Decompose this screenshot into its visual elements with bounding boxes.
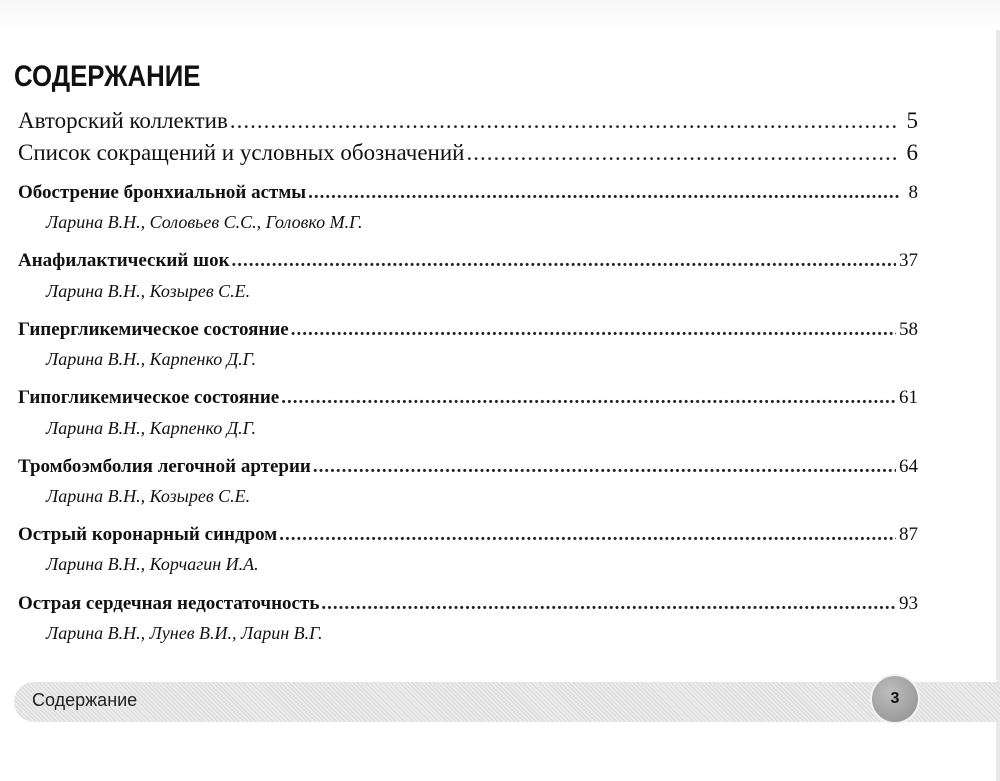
page-right-edge: [996, 30, 1000, 781]
toc-entry-authors: Ларина В.Н., Козырев С.Е.: [46, 486, 251, 506]
toc-entry-pulmonary-embolism[interactable]: [18, 456, 918, 478]
toc-entry-authors: Ларина В.Н., Лунев В.И., Ларин В.Г.: [46, 623, 323, 643]
page-number-badge: 3: [872, 676, 918, 722]
toc-entry-anaphylactic-shock[interactable]: [18, 250, 918, 272]
toc-entry-authors: Ларина В.Н., Соловьев С.С., Головко М.Г.: [46, 212, 363, 232]
toc-entry-title: Обострение бронхиальной астмы: [18, 182, 307, 203]
toc-entry-page: 93: [899, 593, 918, 614]
toc-entry-title: Гипогликемическое состояние: [18, 387, 280, 408]
toc-entry-authors: Ларина В.Н., Козырев С.Е.: [46, 281, 251, 301]
toc-entry-page: 8: [908, 182, 918, 203]
footer-section-label: Содержание: [32, 690, 138, 710]
toc-leader-dots: [466, 140, 899, 166]
toc-leader-dots: [230, 108, 899, 134]
toc-entry-hyperglycemia[interactable]: [18, 319, 918, 341]
page-title: СОДЕРЖАНИЕ: [14, 60, 201, 93]
toc-entry-authors: Ларина В.Н., Корчагин И.А.: [46, 554, 259, 574]
toc-leader-dots: [232, 250, 896, 272]
toc-entry-hypoglycemia[interactable]: [18, 387, 918, 409]
toc-entry-heart-failure[interactable]: [18, 593, 918, 615]
toc-leader-dots: [321, 593, 896, 615]
toc-entry-page: 64: [899, 456, 918, 477]
toc-entry-page: 5: [906, 108, 918, 133]
toc-entry-abbreviations[interactable]: [18, 140, 918, 166]
toc-entry-asthma[interactable]: [18, 182, 918, 204]
toc-entry-title: Тромбоэмболия легочной артерии: [18, 456, 311, 477]
toc-entry-page: 87: [899, 524, 918, 545]
page-top-edge: [0, 0, 1000, 34]
toc-entry-authors: Ларина В.Н., Карпенко Д.Г.: [46, 349, 257, 369]
toc-entry-title: Список сокращений и условных обозначений: [18, 140, 465, 165]
toc-entry-authors-collective[interactable]: [18, 108, 918, 134]
toc-leader-dots: [279, 524, 896, 546]
toc-leader-dots: [281, 387, 896, 409]
toc-entry-coronary-syndrome[interactable]: [18, 524, 918, 546]
footer-band: [14, 682, 1000, 722]
toc-entry-page: 58: [899, 319, 918, 340]
toc-entry-title: Авторский коллектив: [18, 108, 228, 133]
toc-leader-dots: [313, 456, 896, 478]
toc-entry-authors: Ларина В.Н., Карпенко Д.Г.: [46, 418, 257, 438]
toc-leader-dots: [308, 182, 899, 204]
toc-entry-page: 37: [899, 250, 918, 271]
toc-entry-title: Острый коронарный синдром: [18, 524, 278, 545]
toc-entry-page: 6: [906, 140, 918, 165]
toc-entry-title: Гипергликемическое состояние: [18, 319, 289, 340]
toc-entry-page: 61: [899, 387, 918, 408]
toc-entry-title: Острая сердечная недостаточность: [18, 593, 320, 614]
toc-leader-dots: [291, 319, 896, 341]
toc-entry-title: Анафилактический шок: [18, 250, 230, 271]
